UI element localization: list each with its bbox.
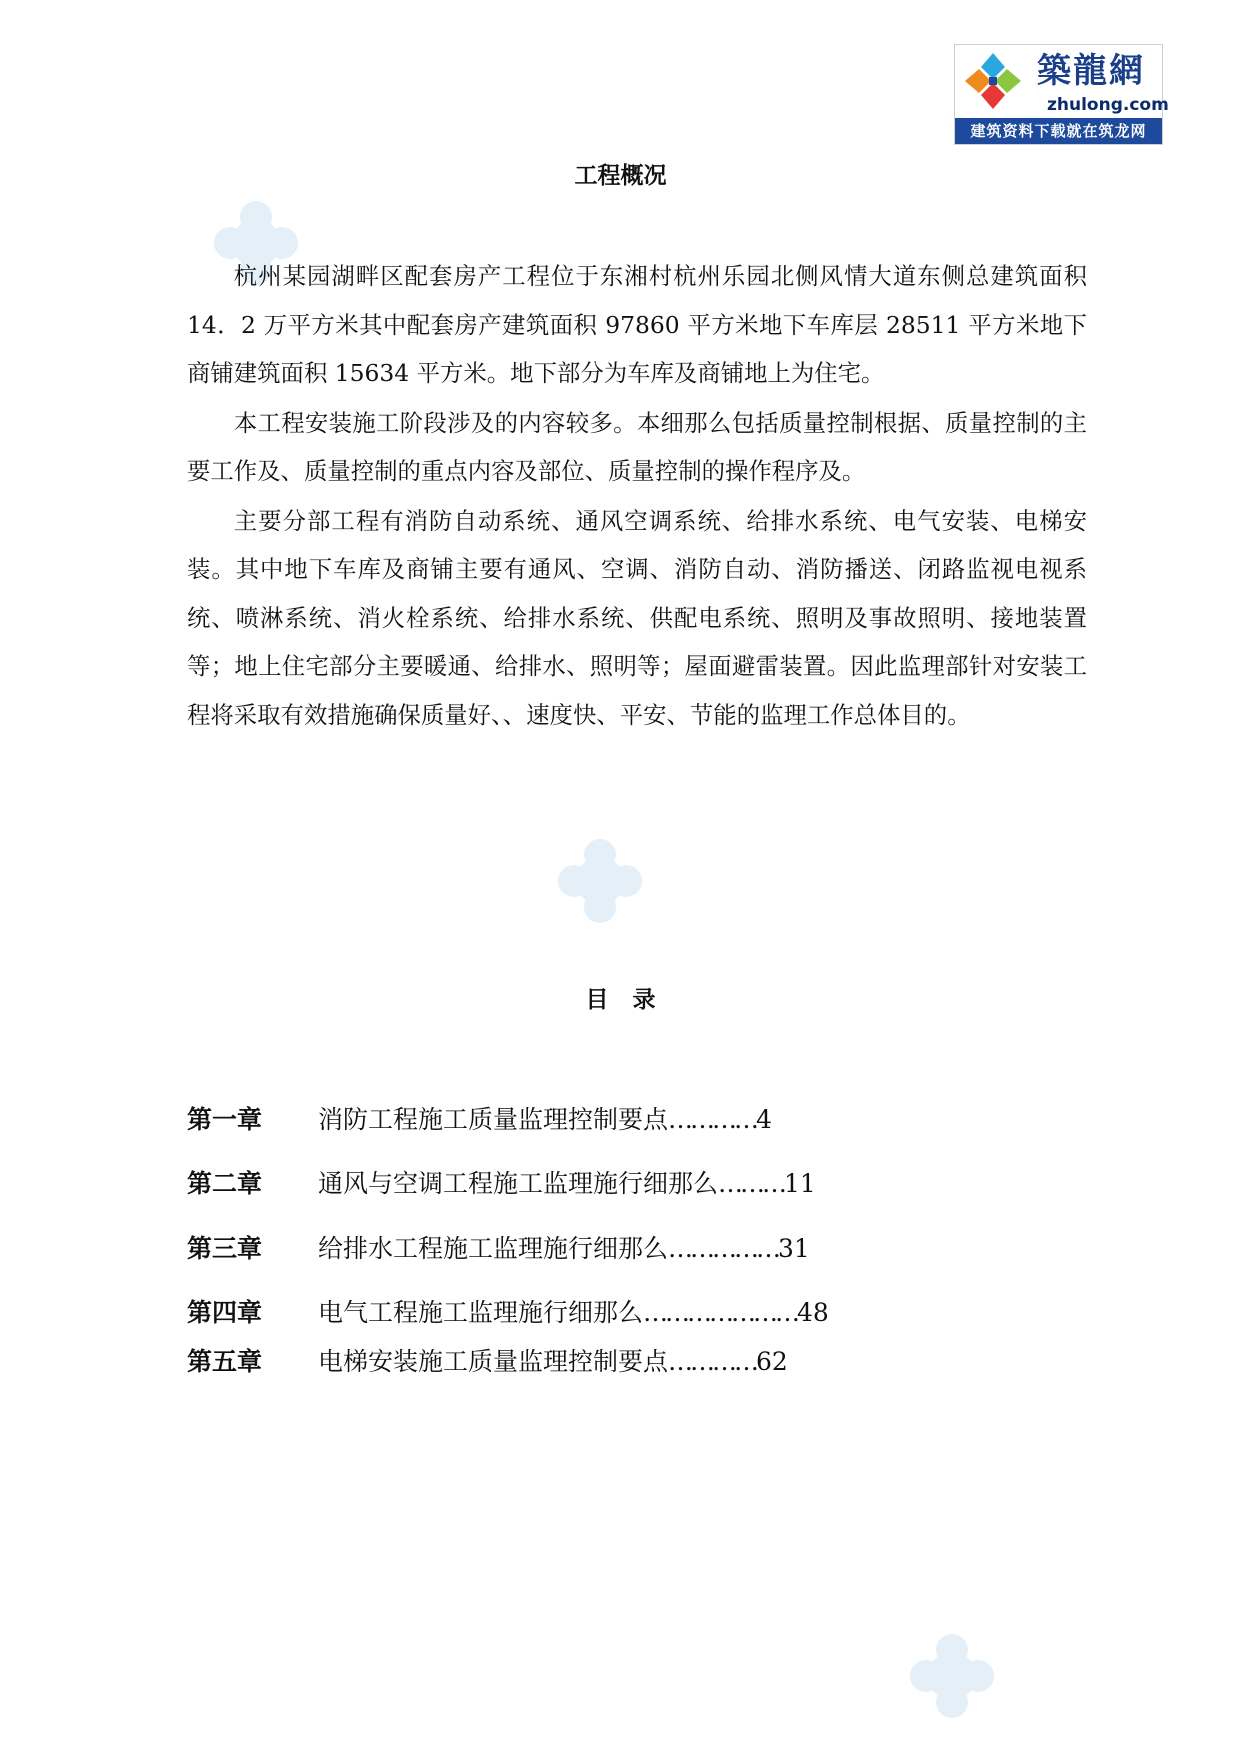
- toc-chapter-label: 第四章: [187, 1298, 263, 1327]
- overview-body: [187, 252, 1087, 740]
- toc-entry: [187, 1100, 772, 1140]
- toc-leader-dots: …………………: [643, 1298, 798, 1327]
- watermark-flower-icon: [906, 1630, 998, 1722]
- paragraph: 杭州某园湖畔区配套房产工程位于东湘村杭州乐园北侧风情大道东侧总建筑面积 14．2 万平方米其中配套房产建筑面积 97860 平方米地下车库层 28511 平方米地下商铺建筑面积 15634 平方米。地下部分为车库及商铺地上为住宅。: [187, 262, 1087, 387]
- toc-chapter-label: 第一章: [187, 1105, 263, 1134]
- toc-leader-dots: ………: [718, 1169, 785, 1198]
- toc-leader-dots: ……………: [668, 1234, 779, 1263]
- toc-leader-dots: …………: [668, 1105, 757, 1134]
- paragraph: 本工程安装施工阶段涉及的内容较多。本细那么包括质量控制根据、质量控制的主要工作及、质量控制的重点内容及部位、质量控制的操作程序及。: [187, 408, 1087, 485]
- toc-page-number: 31: [778, 1234, 810, 1263]
- logo-chinese-name: 築龍網: [1037, 51, 1145, 91]
- toc-chapter-label: 第三章: [187, 1234, 263, 1263]
- logo-pinwheel-icon: [961, 49, 1025, 113]
- zhulong-logo: [954, 44, 1169, 145]
- toc-entry-text: 消防工程施工质量监理控制要点: [318, 1105, 669, 1134]
- logo-domain: zhulong.com: [1047, 95, 1169, 115]
- logo-slogan: 建筑资料下载就在筑龙网: [955, 118, 1162, 144]
- toc-entry-text: 通风与空调工程施工监理施行细那么: [318, 1169, 719, 1198]
- paragraph: 主要分部工程有消防自动系统、通风空调系统、给排水系统、电气安装、电梯安装。其中地下车库及商铺主要有通风、空调、消防自动、消防播送、闭路监视电视系统、喷淋系统、消火栓系统、给排水系统、供配电系统、照明及事故照明、接地装置等；地上住宅部分主要暖通、给排水、照明等；屋面避雷装置。因此监理部针对安装工程将采取有效措施确保质量好、、速度快、平安、节能的监理工作总体目的。: [187, 506, 1087, 729]
- toc-page-number: 62: [756, 1347, 788, 1376]
- toc-entry-text: 电梯安装施工质量监理控制要点: [318, 1347, 669, 1376]
- toc-chapter-label: 第五章: [187, 1347, 263, 1376]
- watermark-flower-icon: [554, 835, 646, 927]
- toc-entry-text: 给排水工程施工监理施行细那么: [318, 1234, 669, 1263]
- toc-page-number: 48: [797, 1298, 829, 1327]
- toc-page-number: 4: [756, 1105, 772, 1134]
- toc-entry: [187, 1293, 829, 1333]
- toc-chapter-label: 第二章: [187, 1169, 263, 1198]
- toc-leader-dots: …………: [668, 1347, 757, 1376]
- page-title: 工程概况: [574, 163, 667, 189]
- toc-title: 目录: [585, 987, 680, 1013]
- toc-entry: [187, 1164, 816, 1204]
- toc-entry: [187, 1342, 788, 1382]
- toc-page-number: 11: [784, 1169, 816, 1198]
- toc-entry-text: 电气工程施工监理施行细那么: [318, 1298, 644, 1327]
- toc-entry: [187, 1229, 810, 1269]
